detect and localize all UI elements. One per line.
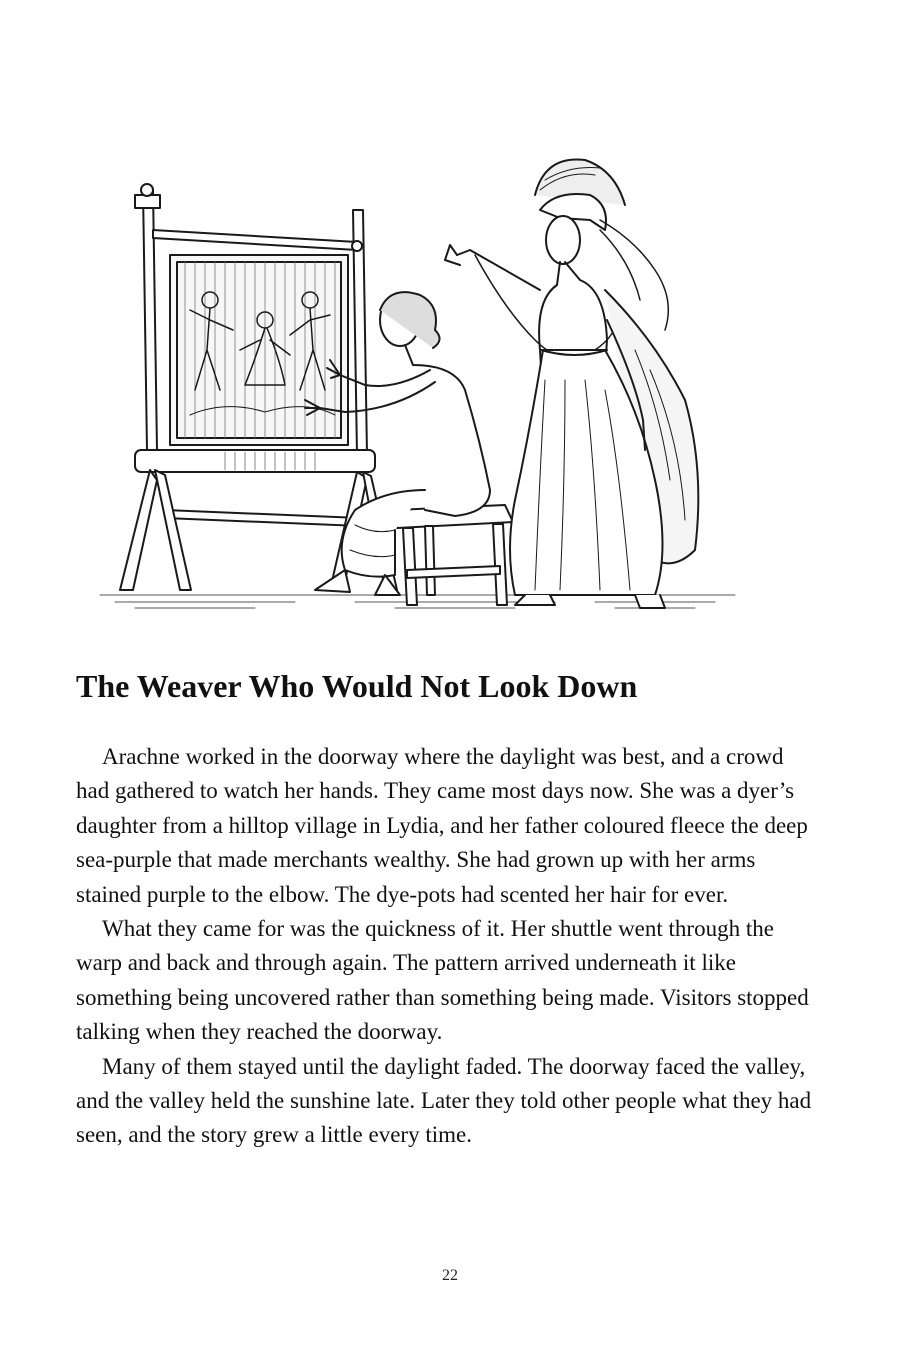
loom-weaver-goddess-illustration xyxy=(95,150,745,625)
page-number: 22 xyxy=(442,1267,458,1284)
chapter-body xyxy=(76,740,816,1153)
paragraph: Many of them stayed until the daylight faded. The doorway faced the valley, and the valley held the sunshine late. Later they told other people what they had seen, and the story grew a little every time. xyxy=(76,1053,812,1148)
paragraph: Arachne worked in the doorway where the daylight was best, and a crowd had gathered to watch her hands. They came most days now. She was a dyer’s daughter from a hilltop village in Lydia, and her father coloured fleece the deep sea-purple that made merchants wealthy. She had grown up with her arms stained purple to the elbow. The dye-pots had scented her hair for ever. xyxy=(76,744,808,907)
chapter-illustration xyxy=(95,150,745,625)
chapter-title: The Weaver Who Would Not Look Down xyxy=(76,668,638,704)
stool-drawing xyxy=(395,505,513,605)
paragraph: What they came for was the quickness of it. Her shuttle went through the warp and back and through again. The pattern arrived underneath it like something being uncovered rather than something being made. Visitors stopped talking when they reached the doorway. xyxy=(76,916,809,1045)
goddess-figure-drawing xyxy=(445,159,698,608)
